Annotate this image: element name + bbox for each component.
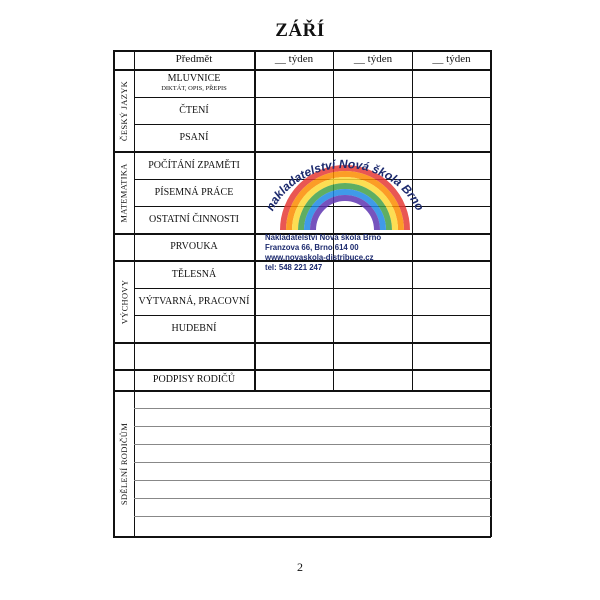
row-mluvnice-sub: DIKTÁT, OPIS, PŘEPIS xyxy=(161,85,227,93)
row-vytvarna-pracovni: VÝTVARNÁ, PRACOVNÍ xyxy=(138,296,250,307)
row-pocitani-zpameti: POČÍTÁNÍ ZPAMĚTI xyxy=(148,159,240,171)
grade-table xyxy=(113,50,491,537)
row-psani: PSANÍ xyxy=(179,132,209,143)
group-matematika: MATEMATIKA xyxy=(119,162,130,223)
row-telesna: TĚLESNÁ xyxy=(171,268,217,280)
header-subject: Předmět xyxy=(175,53,213,66)
row-cteni: ČTENÍ xyxy=(179,105,209,116)
page-title: ZÁŘÍ xyxy=(275,20,325,41)
header-week-3: __ týden xyxy=(432,53,471,66)
header-week-2: __ týden xyxy=(353,53,393,66)
stamp-line-4: tel: 548 221 247 xyxy=(265,263,323,272)
stamp-line-1: Nakladatelství Nová škola Brno xyxy=(265,233,382,242)
row-podpisy-rodicu: PODPISY RODIČŮ xyxy=(152,374,236,385)
row-ostatni-cinnosti: OSTATNÍ ČINNOSTI xyxy=(148,214,240,225)
stamp-line-3: www.novaskola-distribuce.cz xyxy=(265,253,374,262)
group-vychovy: VÝCHOVY xyxy=(119,279,130,324)
page-number: 2 xyxy=(297,560,303,574)
group-sdeleni-rodicum: SDĚLENÍ RODIČŮM xyxy=(119,422,129,505)
row-prvouka: PRVOUKA xyxy=(170,241,218,252)
row-pisemna-prace: PÍSEMNÁ PRÁCE xyxy=(154,187,234,198)
group-cesky-jazyk: ČESKÝ JAZYK xyxy=(119,80,129,141)
stamp-line-2: Franzova 66, Brno 614 00 xyxy=(265,243,359,252)
stamp-arc-text: nakladatelství Nová škola Brno xyxy=(262,156,428,213)
row-hudebni: HUDEBNÍ xyxy=(171,323,217,334)
header-week-1: __ týden xyxy=(274,53,314,66)
row-mluvnice: MLUVNICE DIKTÁT, OPIS, PŘEPIS xyxy=(161,73,227,93)
